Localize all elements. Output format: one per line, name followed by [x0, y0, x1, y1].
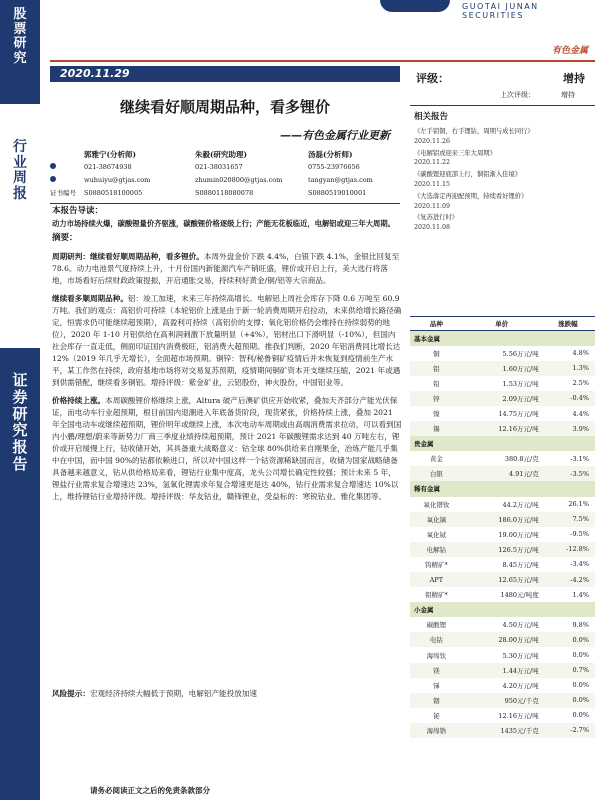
table-row: [410, 451, 595, 466]
paragraph-metals: [52, 293, 402, 389]
table-row: [410, 346, 595, 361]
report-body: [52, 205, 402, 503]
metal-name-cell: 白银: [410, 466, 463, 481]
price-cell: 19.00万元/吨: [498, 530, 539, 539]
analyst-reg: S0880118080078: [195, 189, 254, 197]
price-table: [410, 316, 595, 738]
email-icon: [50, 176, 56, 182]
price-cell: 4.50万元/吨: [502, 621, 539, 630]
sidebar-label-stock-research: 股 票 研 究: [13, 7, 27, 66]
related-report-link[interactable]: 《电解铝或迎来三年大周期》: [414, 149, 496, 157]
analyst-divider: [50, 203, 400, 204]
metal-name-cell: 锌: [410, 391, 463, 406]
price-cell: 2.09万元/吨: [463, 391, 541, 406]
report-date: 2020.11.29: [50, 66, 400, 82]
related-reports: [414, 112, 594, 236]
risk-note: [52, 688, 402, 699]
sidebar-label-report-type: 证 券 研 究 报 告: [12, 371, 28, 473]
metal-name-cell: 碳酸锂: [426, 621, 447, 630]
table-row: [410, 391, 595, 406]
table-row: [410, 647, 595, 662]
phone-icon: [50, 163, 56, 169]
related-report-link[interactable]: 《碳酸锂迎底部上行，铜铝渐入佳境》: [414, 171, 522, 179]
price-cell: 5.30万元/吨: [502, 651, 539, 660]
metal-name-cell: 铅: [433, 379, 440, 388]
metal-name-cell: 氧化镝: [410, 512, 463, 527]
price-cell: 44.2万元/吨: [502, 500, 539, 509]
table-row: [410, 466, 595, 481]
change-cell: 0.0%: [572, 681, 589, 690]
metal-name-cell: 镍: [433, 410, 440, 419]
change-cell: 1.3%: [541, 361, 595, 376]
table-row: [410, 542, 595, 557]
analyst-1: [84, 148, 150, 200]
logo-emblem: [380, 0, 450, 12]
related-report-link[interactable]: 《复苏进行时》: [414, 214, 459, 222]
price-cell: 4.91元/克: [463, 466, 541, 481]
metal-name-cell: 钼精矿*: [425, 591, 448, 600]
table-group-header: 基本金属: [410, 331, 595, 346]
analyst-phone: 021-38674938: [84, 163, 132, 171]
rating-box: [410, 66, 595, 106]
related-report-date: 2020.11.26: [414, 137, 451, 145]
paragraph-lead: 继续看多顺周期品种。: [52, 294, 128, 304]
table-row: [410, 512, 595, 527]
related-heading: 相关报告: [414, 112, 449, 122]
price-cell: 380.8元/克: [504, 455, 539, 464]
table-row: [410, 421, 595, 436]
analyst-3: [308, 148, 373, 200]
analyst-name: 朱毅(研究助理): [195, 150, 248, 159]
sidebar-label-weekly: 行 业 周 报: [13, 139, 27, 203]
rating-value: 增持: [563, 72, 585, 85]
change-cell: 1.4%: [572, 590, 589, 599]
table-row: [410, 632, 595, 647]
report-subtitle: ——有色金属行业更新: [280, 129, 390, 142]
price-cell: 12.16万元/吨: [498, 711, 539, 720]
change-cell: 0.0%: [541, 693, 595, 708]
table-row: [410, 557, 595, 572]
metal-name-cell: APT: [410, 572, 463, 587]
prev-rating-label: 上次评级：: [500, 91, 535, 99]
paragraph-text: 铝：竣工加速，未来三年持续高增长。电解铝上周社会库存下降 0.6 万吨至 60.9 万吨。我们的观点：高铝价可持续（本轮铝价上涨是由于新一轮消费周期开启拉动，未来供给增长路径确定，恒需求仍可能继续超预期），高盈利可持续（高铝价的支撑；氧化铝价格仍会维持在持续弱势的地位），2020 年 1-10 月铝供给在高利润刺激下放量明显（+4%），铝材出口下滑明显（-10%），但国内社会库存一直走低，侧面印证国内消费极旺，铝消费大超预期。推我们判断，2020 年铝消费同比增长达 12%（2019 年几乎无增长），全面超市场预期。铜锌：智利/秘鲁铜矿疫情后并未恢复到疫情前生产水平，某工作然在持续，政府基地市场将对交易复苏预期，疫情期间铜矿资本开支继续压缩，2021 年或遇到供需错配，继续看多铜铝。增持评级：紫金矿业，云铝股份，神火股份，中国铝业等。: [52, 294, 402, 388]
metal-name-cell: 黄金: [429, 455, 443, 464]
guide-text: 动力市场持续火爆，碳酸锂量价齐驱涨，碳酸锂价格逐级上行；产能无花板临近，电解铝或迎三年大周期。: [52, 219, 395, 229]
related-report-link[interactable]: 《左手铝铜，右手锂钴，周期与成长同行》: [414, 127, 534, 135]
price-cell: 950元/千克: [463, 693, 541, 708]
price-cell: 126.5万元/吨: [463, 542, 541, 557]
metal-name-cell: 铋: [433, 711, 440, 720]
report-title: 继续看好顺周期品种，看多锂价: [119, 98, 330, 116]
change-cell: 9.8%: [572, 620, 589, 629]
prev-rating-value: 增持: [561, 91, 575, 99]
table-row: [410, 723, 595, 738]
table-group-header: 稀有金属: [410, 481, 595, 496]
analyst-block: [50, 148, 400, 202]
risk-text: 宏观经济持续大幅低于预期，电解铝产能投放加速: [89, 689, 258, 698]
price-cell: 1480元/吨度: [500, 591, 539, 600]
change-cell: -3.4%: [570, 560, 589, 569]
analyst-reg: S0880518100005: [84, 189, 143, 197]
paragraph-lithium: [52, 395, 402, 503]
change-cell: 2.5%: [572, 379, 589, 388]
column-header: 单价: [463, 317, 541, 331]
metal-name-cell: 电钴: [410, 632, 463, 647]
change-cell: -2.7%: [541, 723, 595, 738]
reg-label: 证书编号: [50, 189, 76, 197]
company-logo: [380, 0, 600, 20]
paragraph-lead: 价格持续上涨。: [52, 396, 106, 406]
analyst-name: 汤磊(分析师): [308, 150, 353, 159]
price-cell: 1435元/千克: [463, 723, 541, 738]
price-cell: 1.44万元/吨: [463, 663, 541, 678]
change-cell: -0.4%: [541, 391, 595, 406]
change-cell: 0.0%: [572, 711, 589, 720]
header-rule: [50, 60, 595, 62]
analyst-email[interactable]: wuhuiyu@gtjas.com: [84, 176, 151, 184]
logo-text: GUOTAI JUNAN SECURITIES: [462, 2, 539, 20]
price-cell: 8.45万元/吨: [502, 560, 539, 569]
disclaimer-footer: 请务必阅读正文之后的免责条款部分: [90, 786, 210, 795]
analyst-2: [195, 148, 282, 200]
column-header: 涨跌幅: [541, 317, 595, 331]
table-row: [410, 376, 595, 391]
table-row: [410, 693, 595, 708]
change-cell: 4.4%: [572, 409, 589, 418]
metal-name-cell: 氧化铽: [426, 530, 447, 539]
table-row: [410, 663, 595, 678]
price-cell: 12.65万元/吨: [463, 572, 541, 587]
change-cell: 0.7%: [541, 663, 595, 678]
change-cell: 3.9%: [541, 421, 595, 436]
paragraph-cycle: [52, 251, 402, 287]
table-row: [410, 406, 595, 421]
change-cell: 0.0%: [572, 651, 589, 660]
price-cell: 5.56万元/吨: [502, 349, 539, 358]
metal-name-cell: 铝: [410, 361, 463, 376]
price-cell: 186.0万元/吨: [463, 512, 541, 527]
change-cell: 26.1%: [568, 500, 589, 509]
metal-name-cell: 锑: [433, 681, 440, 690]
guide-heading: 本报告导读：: [52, 206, 104, 216]
risk-lead: 风险提示：: [52, 689, 90, 698]
related-report-date: 2020.11.09: [414, 202, 451, 210]
analyst-phone: 0755-23976656: [308, 163, 360, 171]
metal-name-cell: 铜: [433, 349, 440, 358]
table-row: [410, 497, 595, 512]
change-cell: -4.2%: [541, 572, 595, 587]
analyst-email[interactable]: tangyan@gtjas.com: [308, 176, 373, 184]
industry-tag: 有色金属: [551, 46, 588, 56]
change-cell: 4.8%: [572, 349, 589, 358]
related-report-date: 2020.11.08: [414, 224, 451, 232]
table-group-header: 小金属: [410, 602, 595, 617]
metal-name-cell: 海绵锆: [410, 723, 463, 738]
rating-label: 评级：: [416, 72, 449, 85]
abstract-heading: 摘要：: [52, 232, 78, 243]
table-row: [410, 361, 595, 376]
metal-name-cell: 电解钴: [410, 542, 463, 557]
left-sidebar: [0, 0, 40, 800]
price-cell: 1.53万元/吨: [502, 379, 539, 388]
metal-name-cell: 锡: [410, 421, 463, 436]
change-cell: -3.5%: [541, 466, 595, 481]
table-row: [410, 678, 595, 693]
metal-name-cell: 海绵钛: [426, 651, 447, 660]
paragraph-lead: 周期研判：继续看好顺周期品种，看多锂价。: [52, 252, 204, 262]
change-cell: -3.1%: [570, 454, 589, 463]
paragraph-text: 本周碳酸锂价格继续上涨，Altura 破产后澳矿供应开始收紧，叠加天齐部分产能光伏保证，而电动车行业超预期，根目前国内退潮进入年底备货阶段，现货紧张，价格持续上涨，叠加 2021 年全国电动车或继续超预期，锂价明年或继续上涨，本次电动车周期或由高端消费需求拉动，可以看到国内小鹏/理想/蔚来等新势力厂商三季度业绩持续超预期，预计 2021 年碳酸锂需求达到 40 万吨左右，锂价或开启缓慢上行，钴收储开始，其具备重大战略意义：钴全球 80%供给来自刚果金，冶炼产能几乎集中在中国，而中国 90%的钴都依赖进口，所以对中国这样一个钴资源稀缺国而言，收储为国家战略储备具备越来越意义，钴从供给格局来看，锂钴行业集中度高，龙头公司增长确定性较强；预计未来 5 年，锂盐行业需求复合增速达 23%，氢氧化锂需求年复合增速更是达 40%，钴行业需求复合增速达 10%以上，维持锂钴行业增持评级。增持评级：华友钴业，赣锋锂业，受益标的：寒锐钴业、雅化集团等。: [52, 396, 402, 502]
paragraph-text: 本周外盘金价下跌 4.4%，白银下跌 4.1%，金银比回复至 78.6。动力电池景气度持续上升，十月份国内新能源汽车产销旺盛，锂价或开启上行，美大选行将落地，市场看好后续财政政策提振，开启通胀交易，持续利好黄金/铜/铝等大宗商品。: [52, 252, 400, 286]
analyst-phone: 021-38031657: [195, 163, 243, 171]
price-cell: 4.20万元/吨: [502, 681, 539, 690]
table-row: [410, 572, 595, 587]
price-cell: 1.60万元/吨: [463, 361, 541, 376]
table-row: [410, 587, 595, 602]
metal-name-cell: 镁: [410, 663, 463, 678]
table-row: [410, 617, 595, 632]
change-cell: 7.5%: [541, 512, 595, 527]
related-report-link[interactable]: 《大选落定再迎配预期，持续看好锂价》: [414, 192, 528, 200]
change-cell: 0.0%: [541, 632, 595, 647]
column-header: 品种: [410, 317, 463, 331]
metal-name-cell: 氧化镨钕: [423, 500, 450, 509]
change-cell: -9.5%: [570, 530, 589, 539]
price-cell: 14.75万元/吨: [498, 410, 539, 419]
related-report-date: 2020.11.22: [414, 159, 451, 167]
price-cell: 12.16万元/吨: [463, 421, 541, 436]
table-group-header: 贵金属: [410, 436, 595, 451]
change-cell: -12.8%: [541, 542, 595, 557]
analyst-name: 郭雅宁(分析师): [84, 150, 137, 159]
table-row: [410, 708, 595, 723]
analyst-email[interactable]: zhumin020800@gtjas.com: [195, 176, 283, 184]
table-row: [410, 527, 595, 542]
related-report-date: 2020.11.15: [414, 180, 451, 188]
metal-name-cell: 钨精矿*: [425, 560, 448, 569]
metal-name-cell: 铟: [410, 693, 463, 708]
price-cell: 28.00万元/吨: [463, 632, 541, 647]
analyst-reg: S0880519010001: [308, 189, 367, 197]
